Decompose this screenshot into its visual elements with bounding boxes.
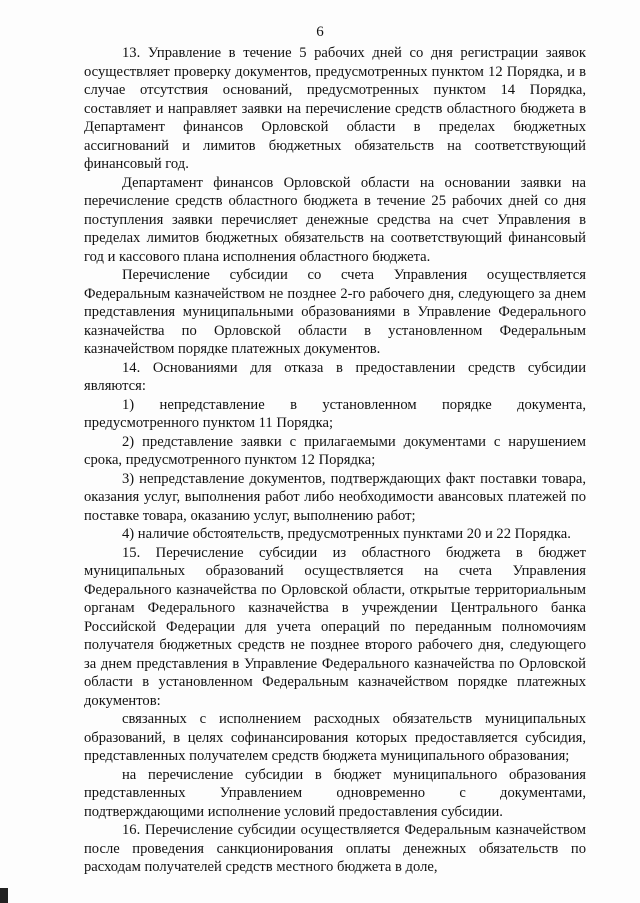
scan-edge-mark [0, 888, 8, 903]
paragraph-subsidy-transfer: на перечисление субсидии в бюджет муниципального образования представленных Управлением одновременно с документами, подтверждающими исполнение условий предоставления субсидии. [84, 766, 586, 820]
list-item-4: 4) наличие обстоятельств, предусмотренных пунктами 20 и 22 Порядка. [122, 526, 571, 542]
document-body [84, 44, 586, 877]
paragraph-related-expenses: связанных с исполнением расходных обязательств муниципальных образований, в целях софинансирования которых предоставляется субсидия, представленных получателем средств бюджета муниципального образования; [84, 711, 586, 764]
list-item-3: 3) непредставление документов, подтверждающих факт поставки товара, оказания услуг, выполнения работ либо необходимости авансовых платежей по поставке товара, оказанию услуг, выполнению работ; [84, 470, 586, 524]
paragraph-department-transfer: Департамент финансов Орловской области на основании заявки на перечисление средств областного бюджета в течение 25 рабочих дней со дня поступления заявки перечисляет денежные средства на счет Управления в пределах лимитов бюджетных обязательств на соответствующий финансовый год и кассового плана исполнения областного бюджета. [84, 174, 586, 265]
paragraph-16: 16. Перечисление субсидии осуществляется Федеральным казначейством после проведения санкционирования оплаты денежных обязательств по расходам получателей средств местного бюджета в доле, [84, 822, 586, 875]
paragraph-treasury-transfer: Перечисление субсидии со счета Управления осуществляется Федеральным казначейством не позднее 2-го рабочего дня, следующего за днем представления муниципальными образованиями в Управление Федерального казначейства по Орловской области в установленном Федеральным казначейством порядке платежных документов. [84, 267, 586, 357]
list-item-2: 2) представление заявки с прилагаемыми документами с нарушением срока, предусмотренного пунктом 12 Порядка; [84, 433, 586, 468]
paragraph-13: 13. Управление в течение 5 рабочих дней со дня регистрации заявок осуществляет проверку документов, предусмотренных пунктом 12 Порядка, и в случае отсутствия оснований, предусмотренных пунктом 14 Порядка, составляет и направляет заявки на перечисление средств областного бюджета в Департамент финансов Орловской области в пределах бюджетных ассигнований и лимитов бюджетных обязательств на соответствующий финансовый год. [84, 45, 586, 172]
list-item-1: 1) непредставление в установленном порядке документа, предусмотренного пунктом 11 Порядка; [84, 396, 586, 431]
page-number: 6 [316, 24, 324, 40]
paragraph-14: 14. Основаниями для отказа в предоставлении средств субсидии являются: [84, 359, 586, 394]
paragraph-15: 15. Перечисление субсидии из областного бюджета в бюджет муниципальных образований осуществляется на счета Управления Федерального казначейства по Орловской области, открытые территориальным органам Федерального казначейства в учреждении Центрального банка Российской Федерации для учета операций по переданным полномочиям получателя бюджетных средств не позднее второго рабочего дня, следующего за днем представления в Управление Федерального казначейства по Орловской области в установленном Федеральным казначейством порядке платежных документов: [84, 544, 586, 709]
